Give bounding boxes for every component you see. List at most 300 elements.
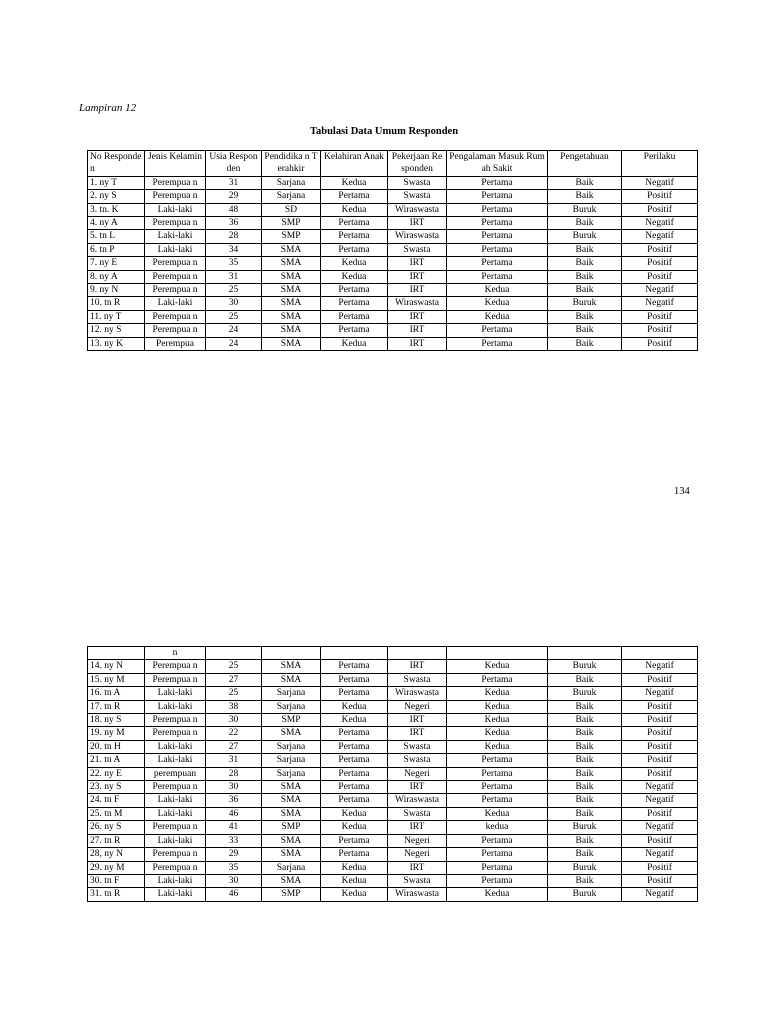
table-cell [262,647,321,660]
table-cell: Pertama [321,284,388,297]
table-cell: Positif [622,203,698,216]
table-row [88,230,698,243]
table-cell: Kedua [321,874,388,887]
table-row [88,337,698,350]
table-cell: SMP [262,714,321,727]
table-cell: Buruk [548,821,622,834]
table-row [88,807,698,820]
table-cell: Baik [548,714,622,727]
respondent-table-page1 [87,150,698,351]
table-cell: Negatif [622,297,698,310]
table-cell: Sarjana [262,740,321,753]
table-cell: 31. tn R [88,888,145,901]
table-cell: Baik [548,284,622,297]
table-cell: Sarjana [262,754,321,767]
table-cell: Negatif [622,781,698,794]
table-cell: Kedua [321,203,388,216]
table-cell: Kedua [447,700,548,713]
table-cell: 24 [206,337,262,350]
table-cell: Kedua [447,740,548,753]
table-cell: Negatif [622,217,698,230]
table-cell: Baik [548,807,622,820]
table-cell: IRT [388,821,447,834]
column-header: Pengetahuan [548,151,622,177]
table-cell: Negatif [622,848,698,861]
table-row [88,740,698,753]
table-cell: Swasta [388,807,447,820]
table-cell: Positif [622,807,698,820]
table-cell: Pertama [447,190,548,203]
table-cell: Pertama [321,673,388,686]
table-cell: 30 [206,297,262,310]
table-row [88,888,698,901]
table-cell: Pertama [321,834,388,847]
table-cell: Positif [622,714,698,727]
table-cell: Pertama [321,297,388,310]
table-cell: Perempua n [145,821,206,834]
table-cell: Buruk [548,660,622,673]
table-cell: SMA [262,727,321,740]
column-header: Pekerjaan Responden [388,151,447,177]
table-cell: 20. tn H [88,740,145,753]
table-cell: Baik [548,700,622,713]
table-row [88,297,698,310]
table-cell: Laki-laki [145,834,206,847]
table-cell: 22. ny E [88,767,145,780]
table-cell: Positif [622,754,698,767]
table-cell: SMA [262,781,321,794]
table-cell: Pertama [447,217,548,230]
table-cell: Laki-laki [145,243,206,256]
table-cell: Positif [622,324,698,337]
table-cell: Perempua n [145,324,206,337]
table-row [88,176,698,189]
table-cell: 10. tn R [88,297,145,310]
table-cell: SMP [262,821,321,834]
table-cell: Swasta [388,874,447,887]
table-cell: Pertama [447,781,548,794]
table-cell: Pertama [321,848,388,861]
table-cell: Laki-laki [145,297,206,310]
table-cell: Swasta [388,754,447,767]
table-cell: Kedua [321,337,388,350]
column-header: Usia Responden [206,151,262,177]
table-cell: Laki-laki [145,230,206,243]
table-cell: Pertama [447,203,548,216]
table-cell: Positif [622,834,698,847]
table-cell: SMA [262,337,321,350]
table-cell: Sarjana [262,687,321,700]
table-cell: Pertama [321,781,388,794]
table-row [88,190,698,203]
table-cell: 14. ny N [88,660,145,673]
table-cell: SMA [262,834,321,847]
table-row [88,754,698,767]
table-cell: 18. ny S [88,714,145,727]
table-cell: Perempua n [145,861,206,874]
table-cell: Negatif [622,176,698,189]
table-cell: Positif [622,673,698,686]
table-cell: Buruk [548,687,622,700]
table-cell: n [145,647,206,660]
table-cell: SMP [262,230,321,243]
table-cell: Kedua [447,714,548,727]
table-cell: Laki-laki [145,807,206,820]
table-cell: 41 [206,821,262,834]
table-cell: Swasta [388,190,447,203]
table-cell: Baik [548,270,622,283]
table-cell: Negeri [388,767,447,780]
table-cell: 7. ny E [88,257,145,270]
table-cell [206,647,262,660]
table-cell: Negeri [388,848,447,861]
table-cell: IRT [388,337,447,350]
appendix-label: Lampiran 12 [79,102,137,114]
table-cell: 33 [206,834,262,847]
table-cell: 36 [206,217,262,230]
table-cell: Pertama [321,190,388,203]
table-cell: Pertama [447,270,548,283]
table-cell: Baik [548,257,622,270]
table-cell: Perempua [145,337,206,350]
table-row [88,714,698,727]
table-cell: Perempua n [145,270,206,283]
table-row [88,821,698,834]
table-cell: 16. tn A [88,687,145,700]
table-header-row [88,151,698,177]
table-cell: Sarjana [262,176,321,189]
table-cell: SMP [262,217,321,230]
table-cell: 38 [206,700,262,713]
table-cell: Pertama [321,243,388,256]
table-cell: SMA [262,848,321,861]
table-cell: 29 [206,190,262,203]
table-cell: kedua [447,821,548,834]
table-cell: Positif [622,190,698,203]
table-cell: 46 [206,888,262,901]
table-cell: 4. ny A [88,217,145,230]
table-cell: Kedua [447,284,548,297]
table-cell: 1. ny T [88,176,145,189]
table-cell: Pertama [321,217,388,230]
table-cell: IRT [388,324,447,337]
table-cell: 25 [206,660,262,673]
table-cell: 23. ny S [88,781,145,794]
table-cell: Perempua n [145,176,206,189]
table-cell: Kedua [447,807,548,820]
table-cell: Laki-laki [145,874,206,887]
table-cell: Pertama [447,324,548,337]
table-cell: Kedua [447,687,548,700]
table-cell: 22 [206,727,262,740]
table-cell: Kedua [321,270,388,283]
table-cell: Baik [548,874,622,887]
table-row [88,660,698,673]
table-cell: 27 [206,673,262,686]
table-cell: Buruk [548,888,622,901]
table-cell: Baik [548,754,622,767]
table-cell: 27 [206,740,262,753]
table-cell: Pertama [447,861,548,874]
table-cell: Pertama [321,767,388,780]
table-cell: Baik [548,217,622,230]
table-cell: Swasta [388,176,447,189]
table-cell: 24 [206,324,262,337]
table-cell: Baik [548,310,622,323]
table-cell: Perempua n [145,284,206,297]
table-cell: 13. ny K [88,337,145,350]
table-cell: Pertama [321,740,388,753]
table-cell: Sarjana [262,767,321,780]
table-cell: Pertama [321,687,388,700]
table-cell: Perempua n [145,217,206,230]
table-row [88,834,698,847]
table-cell: 28 [206,767,262,780]
table-cell: Wiraswasta [388,297,447,310]
table-cell: Kedua [321,821,388,834]
table-cell: Buruk [548,230,622,243]
table-cell: IRT [388,257,447,270]
table-cell: Pertama [321,310,388,323]
table-cell: SMA [262,660,321,673]
column-header: Jenis Kelamin [145,151,206,177]
table-cell: Pertama [447,834,548,847]
table-cell: Laki-laki [145,754,206,767]
table-cell: 12. ny S [88,324,145,337]
table-cell: IRT [388,781,447,794]
table-cell: Negatif [622,660,698,673]
table-cell: Wiraswasta [388,888,447,901]
table-cell: Laki-laki [145,203,206,216]
table-cell: Swasta [388,243,447,256]
table-cell: IRT [388,310,447,323]
table-row [88,848,698,861]
table-cell: Negatif [622,821,698,834]
table-cell: Perempua n [145,714,206,727]
table-cell: 29. ny M [88,861,145,874]
table-cell: Baik [548,794,622,807]
table-cell: Wiraswasta [388,230,447,243]
table-cell: Kedua [447,310,548,323]
table-cell: 30 [206,781,262,794]
table-cell: Pertama [321,727,388,740]
table-cell: SMP [262,888,321,901]
table-cell: 11. ny T [88,310,145,323]
table-cell: SMA [262,284,321,297]
table-cell: 25 [206,687,262,700]
table-cell: Kedua [447,297,548,310]
column-header: Kelahiran Anak [321,151,388,177]
table-cell: Negatif [622,687,698,700]
table-cell: Pertama [447,673,548,686]
table-row [88,243,698,256]
table-cell: Perempua n [145,257,206,270]
table-cell: Laki-laki [145,794,206,807]
table-cell: Kedua [447,888,548,901]
table-cell: Pertama [447,257,548,270]
table-row [88,700,698,713]
table-cell: Pertama [321,230,388,243]
table-cell: 28 [206,230,262,243]
table-cell: 8. ny A [88,270,145,283]
table-cell: Sarjana [262,700,321,713]
table-cell: Laki-laki [145,687,206,700]
table-cell: Buruk [548,297,622,310]
table-cell: Baik [548,176,622,189]
table-cell: Positif [622,740,698,753]
table-cell: Pertama [447,337,548,350]
table-cell: SMA [262,257,321,270]
table-cell: 26. ny S [88,821,145,834]
table-cell: Sarjana [262,861,321,874]
table-cell: Baik [548,834,622,847]
column-header: Perilaku [622,151,698,177]
table-cell: Sarjana [262,190,321,203]
table-cell: 46 [206,807,262,820]
table-row [88,861,698,874]
table-row [88,727,698,740]
table-cell: Pertama [447,754,548,767]
table-row [88,284,698,297]
table-cell: Negatif [622,888,698,901]
table-cell: IRT [388,284,447,297]
table-row [88,687,698,700]
table-cell: Pertama [447,243,548,256]
table-cell: perempuan [145,767,206,780]
table-cell: Kedua [321,700,388,713]
table-cell: 48 [206,203,262,216]
table-cell [88,647,145,660]
table-row [88,794,698,807]
table-cell: 29 [206,848,262,861]
table-row [88,874,698,887]
table-cell: 17. tn R [88,700,145,713]
table-cell: Baik [548,324,622,337]
table-cell: 21. tn A [88,754,145,767]
table-cell: Perempua n [145,848,206,861]
table-cell: Kedua [321,257,388,270]
table-cell: Buruk [548,203,622,216]
table-cell: Baik [548,848,622,861]
table-cell: Perempua n [145,781,206,794]
continuation-row [88,647,698,660]
table-cell: Pertama [447,874,548,887]
table-cell: Perempua n [145,310,206,323]
table-cell: Kedua [321,807,388,820]
table-cell: 3. tn. K [88,203,145,216]
table-cell: IRT [388,861,447,874]
table-cell: 35 [206,861,262,874]
table-cell: Laki-laki [145,888,206,901]
table-cell: Pertama [321,660,388,673]
table-cell: 2. ny S [88,190,145,203]
table-cell: Laki-laki [145,740,206,753]
table-cell: Baik [548,243,622,256]
table-cell: IRT [388,727,447,740]
table-cell: Negeri [388,834,447,847]
table-cell: 35 [206,257,262,270]
table-row [88,324,698,337]
table-cell: 30 [206,874,262,887]
table-row [88,310,698,323]
table-cell: Negatif [622,794,698,807]
table-cell [388,647,447,660]
table-cell: Positif [622,337,698,350]
table-cell: 6. tn P [88,243,145,256]
table-cell: SD [262,203,321,216]
table-cell: 25. tn M [88,807,145,820]
table-cell: Pertama [447,794,548,807]
table-cell: 30. tn F [88,874,145,887]
table-cell: SMA [262,807,321,820]
table-row [88,767,698,780]
table-cell: Pertama [447,176,548,189]
table-row [88,203,698,216]
table-cell: Baik [548,337,622,350]
table-cell: SMA [262,874,321,887]
table-cell: SMA [262,243,321,256]
table-cell: Wiraswasta [388,203,447,216]
table-cell: Positif [622,700,698,713]
table-cell: Negatif [622,230,698,243]
table-cell: Perempua n [145,727,206,740]
page-number: 134 [674,486,690,497]
table-cell: 36 [206,794,262,807]
table-cell: Positif [622,767,698,780]
respondent-table-page2 [87,646,698,902]
table-cell: Pertama [321,324,388,337]
table-cell: Negeri [388,700,447,713]
table-row [88,257,698,270]
table-cell: Positif [622,861,698,874]
table-title: Tabulasi Data Umum Responden [309,126,459,137]
table-cell: SMA [262,324,321,337]
table-cell: Wiraswasta [388,687,447,700]
table-cell: IRT [388,660,447,673]
table-cell: Baik [548,727,622,740]
table-cell: Swasta [388,740,447,753]
table-cell: Pertama [447,230,548,243]
table-cell: SMA [262,270,321,283]
table-cell: Kedua [321,888,388,901]
table-cell: Positif [622,243,698,256]
table-cell: SMA [262,297,321,310]
table-cell: SMA [262,310,321,323]
table-cell: 15. ny M [88,673,145,686]
table-cell: Kedua [447,727,548,740]
table-cell: Baik [548,190,622,203]
table-cell [548,647,622,660]
table-cell: SMA [262,673,321,686]
table-cell: Kedua [321,861,388,874]
table-cell: Perempua n [145,190,206,203]
table-cell: Positif [622,727,698,740]
table-cell: Swasta [388,673,447,686]
table-cell: 34 [206,243,262,256]
table-cell: IRT [388,714,447,727]
table-cell: 31 [206,754,262,767]
table-cell: Baik [548,781,622,794]
table-cell: Kedua [447,660,548,673]
table-cell: IRT [388,217,447,230]
table-cell: Baik [548,740,622,753]
table-cell: Positif [622,270,698,283]
table-row [88,217,698,230]
table-cell: 31 [206,270,262,283]
table-cell: Kedua [321,714,388,727]
column-header: Pendidika n Terahkir [262,151,321,177]
column-header: No Responde n [88,151,145,177]
